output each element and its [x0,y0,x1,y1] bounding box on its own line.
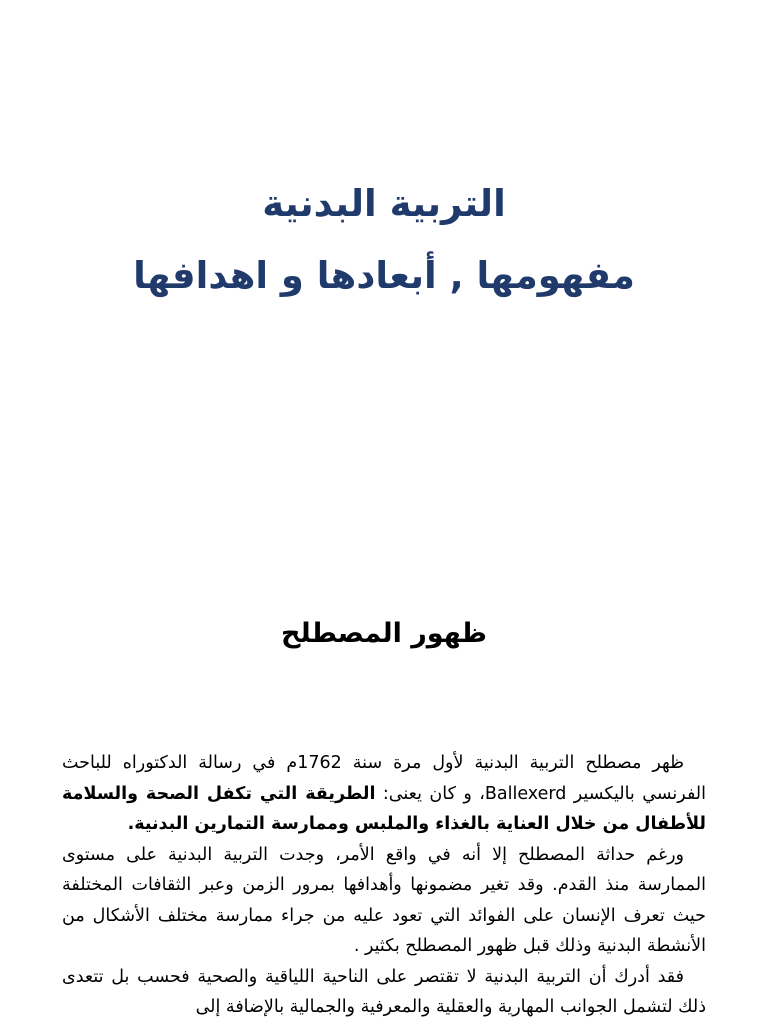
title-line-2: مفهومها , أبعادها و اهدافها [133,254,635,297]
paragraph-2: ورغم حداثة المصطلح إلا أنه في واقع الأمر، وجدت التربية البدنية على مستوى الممارسة منذ القدم. وقد تغير مضمونها وأهدافها بمرور الزمن وعبر الثقافات المختلفة حيث تعرف الإنسان على الفوائد التي تعود عليه من جراء ممارسة مختلف الأشكال من الأنشطة البدنية وذلك قبل ظهور المصطلح بكثير . [62,844,706,956]
paragraph-1 [62,748,706,840]
paragraph-1-text: ظهر مصطلح التربية البدنية لأول مرة سنة 1762م في رسالة الدكتوراه للباحث الفرنسي باليكسير Ballexerd، و كان يعنى: [62,753,706,804]
paragraph-3: فقد أدرك أن التربية البدنية لا تقتصر على الناحية اللياقية والصحية فحسب بل تتعدى ذلك لتشمل الجوانب المهارية والعقلية والمعرفية والجمالية بالإضافة إلى [62,966,706,1017]
section-heading: ظهور المصطلح [280,618,487,649]
paragraph-1-definition: الطريقة التي تكفل الصحة والسلامة للأطفال من خلال العناية بالغذاء والملبس وممارسة التمارين البدنية. [62,783,706,834]
body-text [62,748,706,1023]
title-line-1: التربية البدنية [262,182,506,225]
document-title [0,168,768,312]
